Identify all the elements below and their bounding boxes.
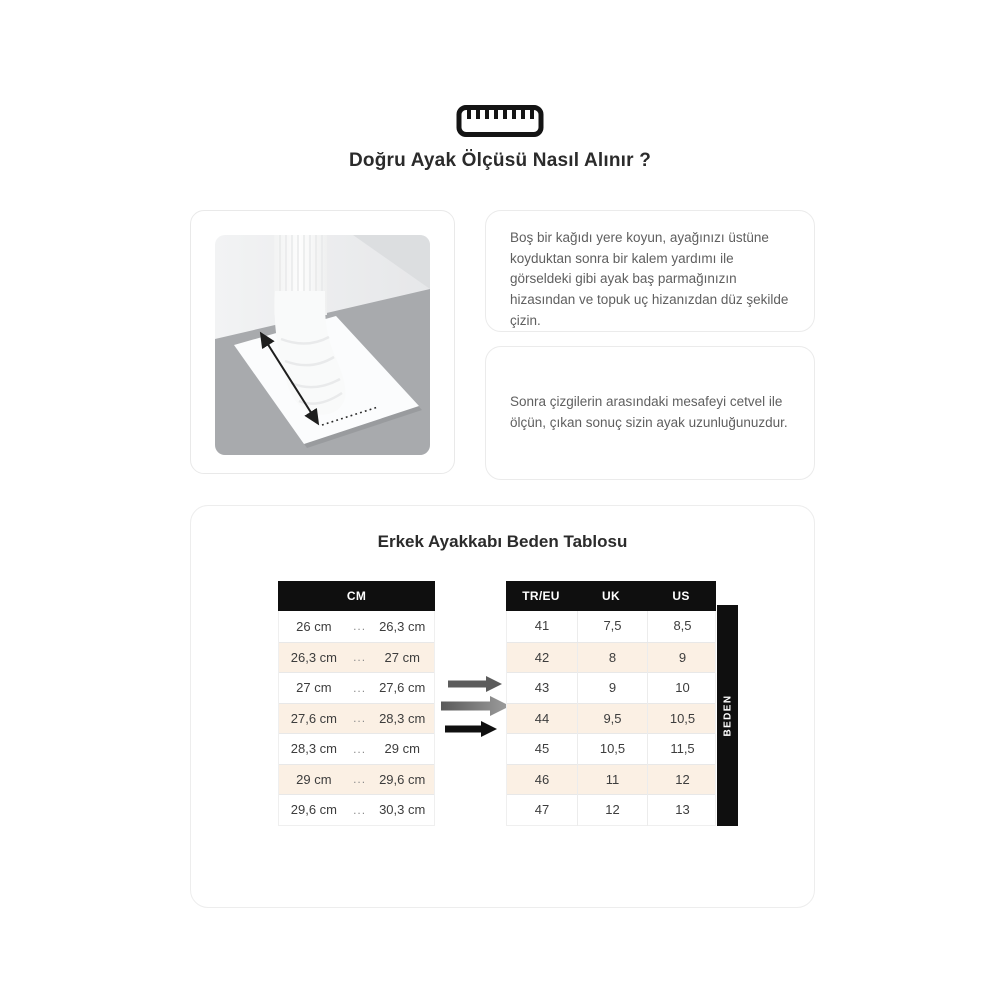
size-tr-eu: 44: [534, 710, 550, 726]
beden-side-label: [717, 605, 738, 826]
cm-table-header: [278, 581, 435, 611]
size-uk: 9: [577, 673, 647, 704]
range-dots: ...: [353, 650, 367, 665]
cm-to: 27,6 cm: [379, 680, 426, 696]
instruction-step-2: [485, 346, 815, 480]
size-us: 10,5: [647, 704, 717, 735]
cm-to: 27 cm: [384, 649, 420, 665]
instruction-step-1-text: Boş bir kağıdı yere koyun, ayağınızı üstüne koyduktan sonra bir kalem yardımı ile görseldeki gibi ayak baş parmağınızın hizasından ve topuk uç hizanızdan düz şekilde çizin.: [510, 230, 789, 328]
eu-size-table: [506, 581, 716, 826]
table-row: [279, 672, 434, 703]
cm-from: 26,3 cm: [290, 649, 337, 665]
range-dots: ...: [353, 680, 367, 695]
ruler-icon: [456, 104, 544, 138]
col-header-us: US: [672, 589, 690, 603]
cm-to: 26,3 cm: [379, 618, 426, 634]
table-row: [279, 642, 434, 673]
table-row: [507, 794, 715, 825]
size-uk: 8: [577, 643, 647, 674]
table-row: [507, 672, 715, 703]
size-chart-title: Erkek Ayakkabı Beden Tablosu: [377, 532, 628, 551]
cm-from: 28,3 cm: [290, 741, 337, 757]
size-uk: 7,5: [577, 611, 647, 642]
table-row: [507, 703, 715, 734]
page-title: Doğru Ayak Ölçüsü Nasıl Alınır ?: [348, 150, 651, 171]
size-tr-eu: 41: [534, 618, 550, 633]
cm-from: 27,6 cm: [290, 710, 337, 726]
size-tr-eu: 47: [534, 802, 550, 817]
cm-header-label: CM: [346, 589, 367, 603]
instruction-step-1: [485, 210, 815, 332]
transfer-arrows-icon: [439, 672, 515, 742]
range-dots: ...: [353, 711, 367, 726]
size-us: 10: [647, 673, 717, 704]
foot-measure-photo-card: [190, 210, 455, 474]
cm-table-body: [278, 611, 435, 826]
size-tr-eu: 46: [534, 771, 550, 787]
size-uk: 11: [577, 765, 647, 796]
eu-table-body: [506, 611, 716, 826]
cm-to: 29,6 cm: [379, 771, 426, 787]
table-row: [507, 642, 715, 673]
table-row: [507, 611, 715, 642]
table-row: [279, 764, 434, 795]
range-dots: ...: [353, 802, 367, 817]
cm-table: [278, 581, 435, 826]
cm-to: 30,3 cm: [379, 802, 426, 818]
size-us: 8,5: [647, 611, 717, 642]
eu-table-header: [506, 581, 716, 611]
table-row: [279, 611, 434, 642]
size-us: 13: [647, 795, 717, 826]
size-us: 9: [647, 643, 717, 674]
range-dots: ...: [353, 772, 367, 787]
size-us: 11,5: [647, 734, 717, 765]
foot-measure-photo: [215, 235, 430, 455]
table-row: [279, 794, 434, 825]
size-tr-eu: 45: [534, 741, 550, 756]
size-us: 12: [647, 765, 717, 796]
size-tr-eu: 42: [534, 649, 550, 665]
table-row: [279, 703, 434, 734]
col-header-uk: UK: [602, 589, 620, 603]
cm-from: 29 cm: [296, 771, 332, 787]
size-uk: 10,5: [577, 734, 647, 765]
cm-from: 29,6 cm: [290, 802, 337, 818]
range-dots: ...: [353, 741, 367, 756]
table-row: [507, 733, 715, 764]
range-dots: ...: [353, 619, 367, 634]
size-uk: 12: [577, 795, 647, 826]
instruction-step-2-text: Sonra çizgilerin arasındaki mesafeyi cetvel ile ölçün, çıkan sonuç sizin ayak uzunluğunuzdur.: [510, 394, 788, 430]
cm-from: 27 cm: [296, 680, 332, 696]
beden-label-text: BEDEN: [722, 694, 734, 737]
size-uk: 9,5: [577, 704, 647, 735]
cm-to: 29 cm: [384, 741, 420, 757]
table-row: [507, 764, 715, 795]
cm-to: 28,3 cm: [379, 710, 426, 726]
col-header-tr-eu: TR/EU: [522, 589, 560, 603]
cm-from: 26 cm: [296, 618, 332, 634]
table-row: [279, 733, 434, 764]
size-tr-eu: 43: [534, 680, 550, 695]
size-chart-card: [190, 505, 815, 908]
